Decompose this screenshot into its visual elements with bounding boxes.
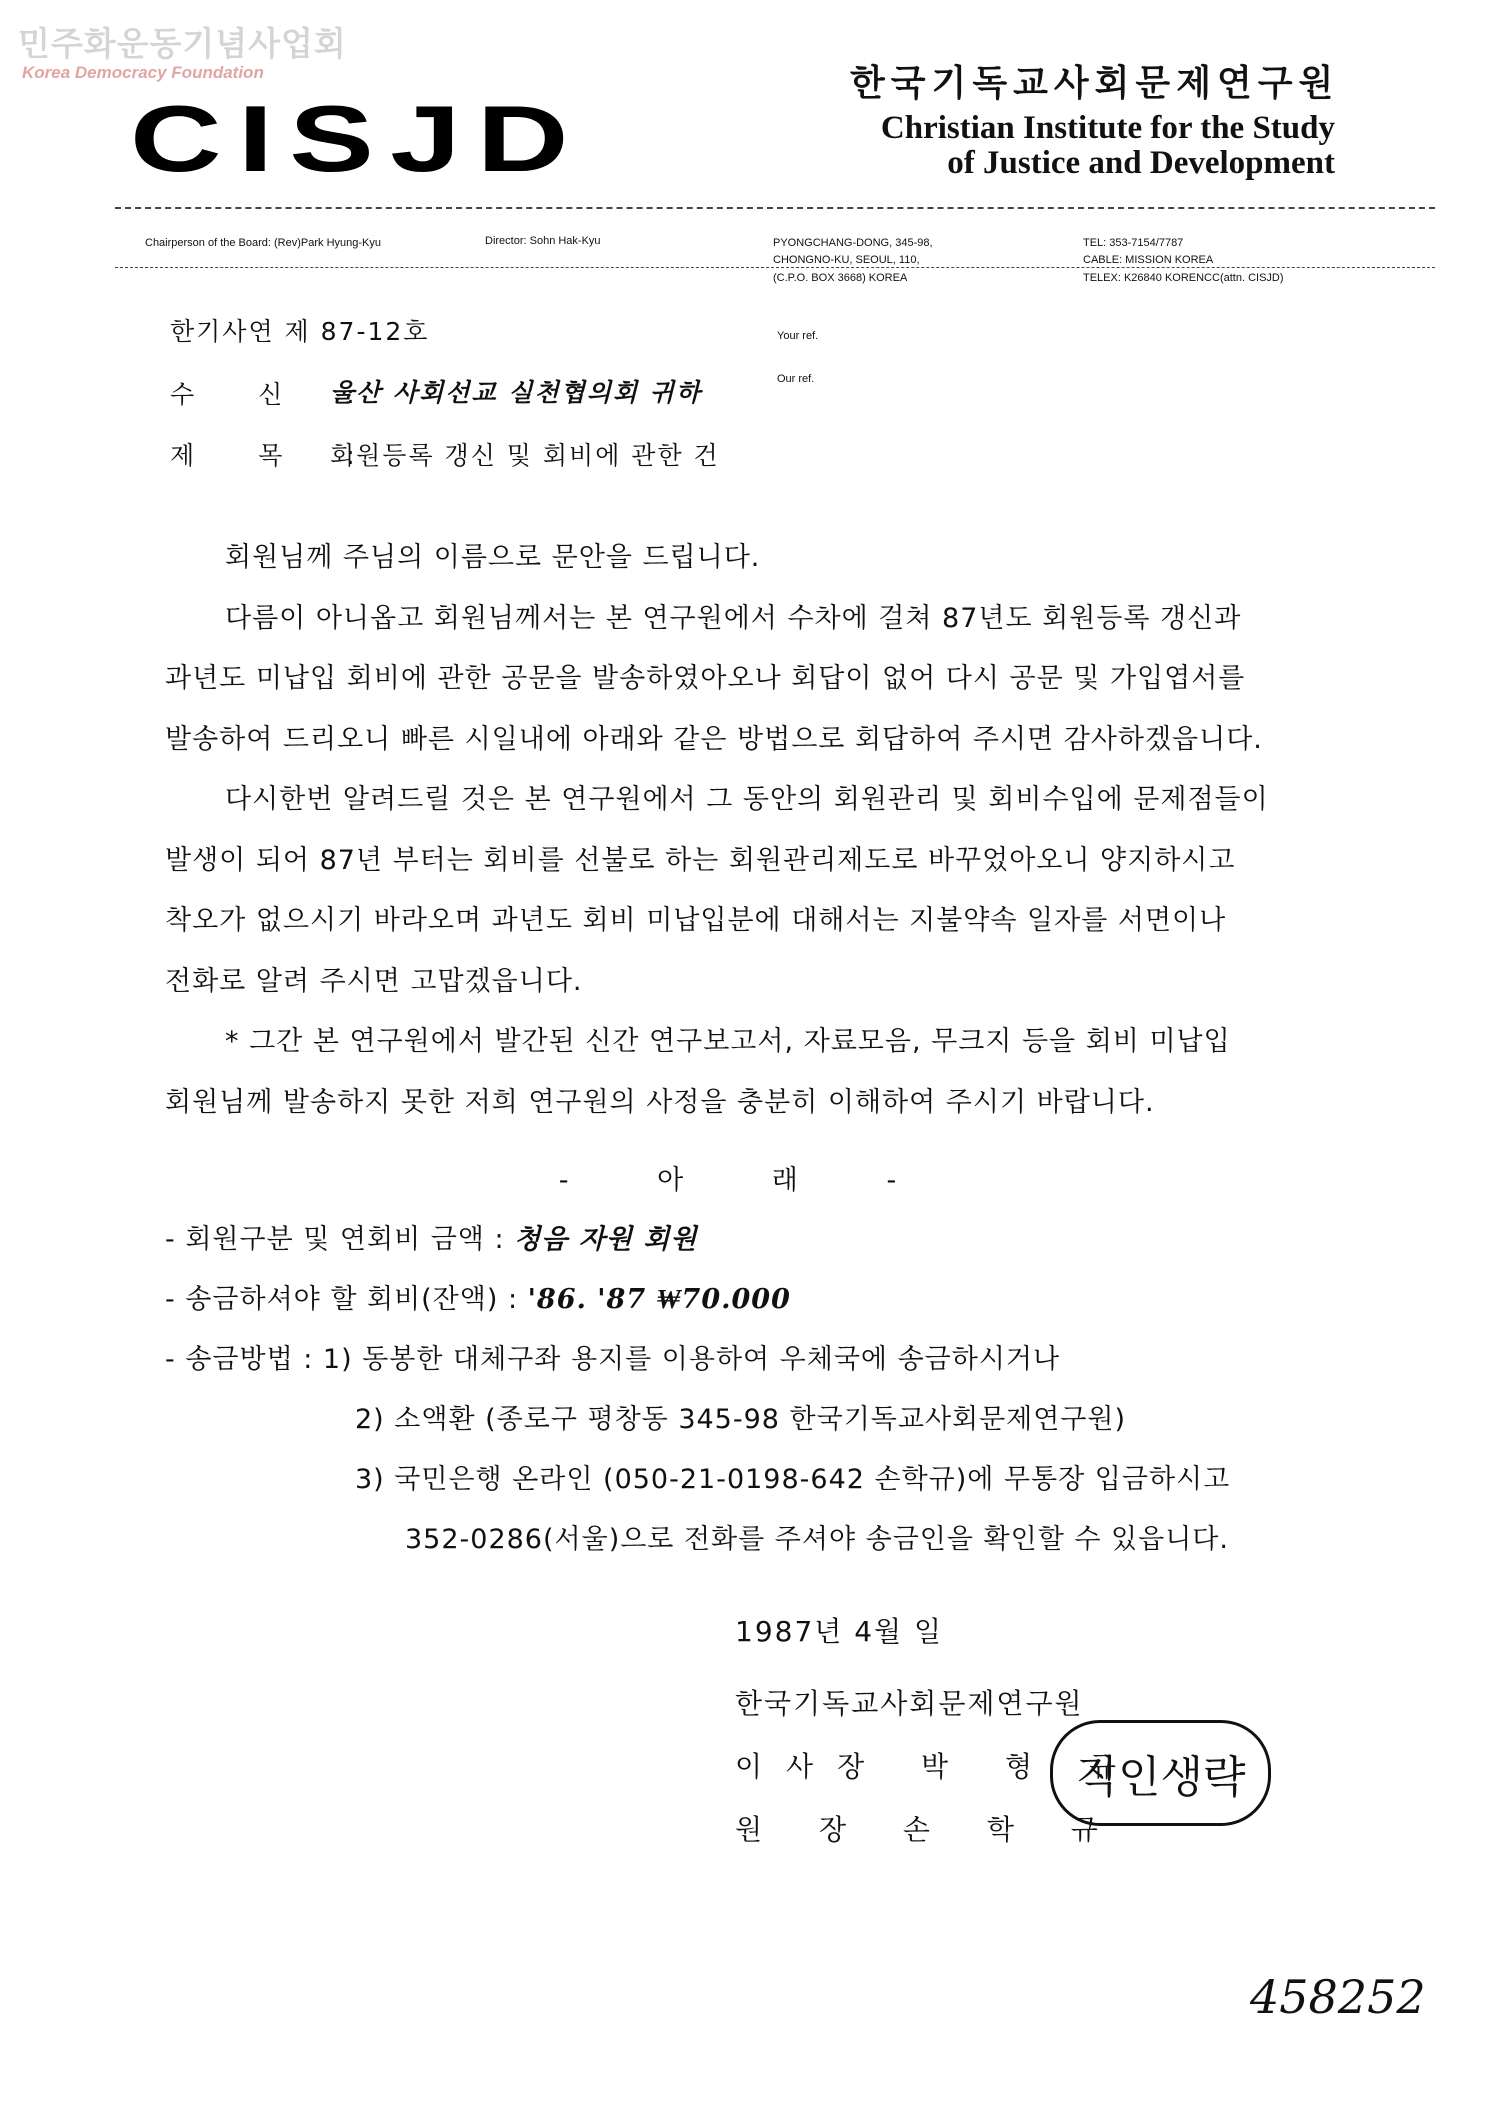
chairperson: Chairperson of the Board: (Rev)Park Hyung-Kyu	[145, 237, 381, 249]
date: 1987년 4월 일	[735, 1615, 944, 1648]
recipient-label: 수 신 :	[170, 380, 383, 409]
chairman: 이사장 박 형 규	[735, 1750, 1140, 1783]
item-membership-value: 청음 자원 회원	[514, 1224, 698, 1255]
stamp-text: 직인생략	[1075, 1752, 1246, 1803]
body-line: 발송하여 드리오니 빠른 시일내에 아래와 같은 방법으로 회답하여 주시면 감사하겠읍니다.	[165, 723, 1263, 755]
our-ref: Our ref.	[777, 373, 815, 385]
item-method: - 송금방법 : 1) 동봉한 대체구좌 용지를 이용하여 우체국에 송금하시거나	[165, 1344, 1061, 1375]
subject-value: 회원등록 갱신 및 회비에 관한 건	[330, 441, 720, 470]
org-name-english-line2: of Justice and Development	[947, 145, 1335, 181]
director: Director: Sohn Hak-Kyu	[485, 235, 601, 247]
watermark-english: Korea Democracy Foundation	[22, 63, 264, 82]
item-amount-value: '86. '87 ₩70.000	[527, 1284, 791, 1315]
body-line: 다름이 아니옵고 회원님께서는 본 연구원에서 수차에 걸쳐 87년도 회원등록 갱신과	[225, 602, 1242, 634]
doc-number: 한기사연 제 87-12호	[170, 317, 430, 346]
body-line: 다시한번 알려드릴 것은 본 연구원에서 그 동안의 회원관리 및 회비수입에 문제점들이	[225, 784, 1269, 815]
divider-top	[115, 207, 1435, 209]
body-line: * 그간 본 연구원에서 발간된 신간 연구보고서, 자료모음, 무크지 등을 회비 미납입	[225, 1026, 1231, 1057]
body-line: 발생이 되어 87년 부터는 회비를 선불로 하는 회원관리제도로 바꾸었아오니 양지하시고	[165, 844, 1236, 876]
subject-label: 제 목 :	[170, 441, 383, 470]
item-amount	[165, 1270, 1230, 1330]
body-line: 전화로 알려 주시면 고맙겠읍니다.	[165, 965, 583, 997]
divider-bottom	[115, 267, 1435, 268]
items-list	[165, 1210, 1230, 1570]
item-membership	[165, 1210, 1230, 1270]
letter-body	[165, 528, 1330, 1133]
archive-number: 458252	[1250, 1970, 1426, 2024]
your-ref: Your ref.	[777, 330, 819, 342]
address-line1: PYONGCHANG-DONG, 345-98,	[773, 237, 933, 249]
logo: CISJD	[130, 86, 585, 191]
item-method-2: 2) 소액환 (종로구 평창동 345-98 한국기독교사회문제연구원)	[355, 1404, 1127, 1435]
body-line: 회원님께 발송하지 못한 저희 연구원의 사정을 충분히 이해하여 주시기 바랍니다.	[165, 1086, 1155, 1118]
item-method-3-cont: 352-0286(서울)으로 전화를 주셔야 송금인을 확인할 수 있읍니다.	[405, 1524, 1229, 1555]
watermark-korean: 민주화운동기념사업회	[18, 24, 347, 63]
item-amount-label: - 송금하셔야 할 회비(잔액) :	[165, 1284, 519, 1315]
seal-stamp	[1050, 1720, 1271, 1826]
org-name-english-line1: Christian Institute for the Study	[880, 110, 1335, 146]
address-line2: CHONGNO-KU, SEOUL, 110,	[773, 254, 920, 266]
director-signature: 원 장 손 학 규	[735, 1813, 1122, 1846]
telex: TELEX: K26840 KORENCC(attn. CISJD)	[1083, 272, 1284, 284]
greeting: 회원님께 주님의 이름으로 문안을 드립니다.	[225, 542, 761, 573]
org-name-korean: 한국기독교사회문제연구원	[850, 63, 1340, 104]
signature-org: 한국기독교사회문제연구원	[735, 1687, 1084, 1720]
cable: CABLE: MISSION KOREA	[1083, 254, 1214, 266]
item-membership-label: - 회원구분 및 연회비 금액 :	[165, 1224, 505, 1255]
item-method-3: 3) 국민은행 온라인 (050-21-0198-642 손학규)에 무통장 입금하시고	[355, 1464, 1231, 1495]
body-line: 착오가 없으시기 바라오며 과년도 회비 미납입분에 대해서는 지불약속 일자를 서면이나	[165, 905, 1227, 936]
body-line: 과년도 미납입 회비에 관한 공문을 발송하였아오나 회답이 없어 다시 공문 및 가입엽서를	[165, 663, 1246, 694]
recipient-value: 울산 사회선교 실천협의회 귀하	[330, 378, 703, 407]
tel: TEL: 353-7154/7787	[1083, 237, 1184, 249]
address-line3: (C.P.O. BOX 3668) KOREA	[773, 272, 908, 284]
below-heading: - 아 래 -	[558, 1165, 937, 1196]
